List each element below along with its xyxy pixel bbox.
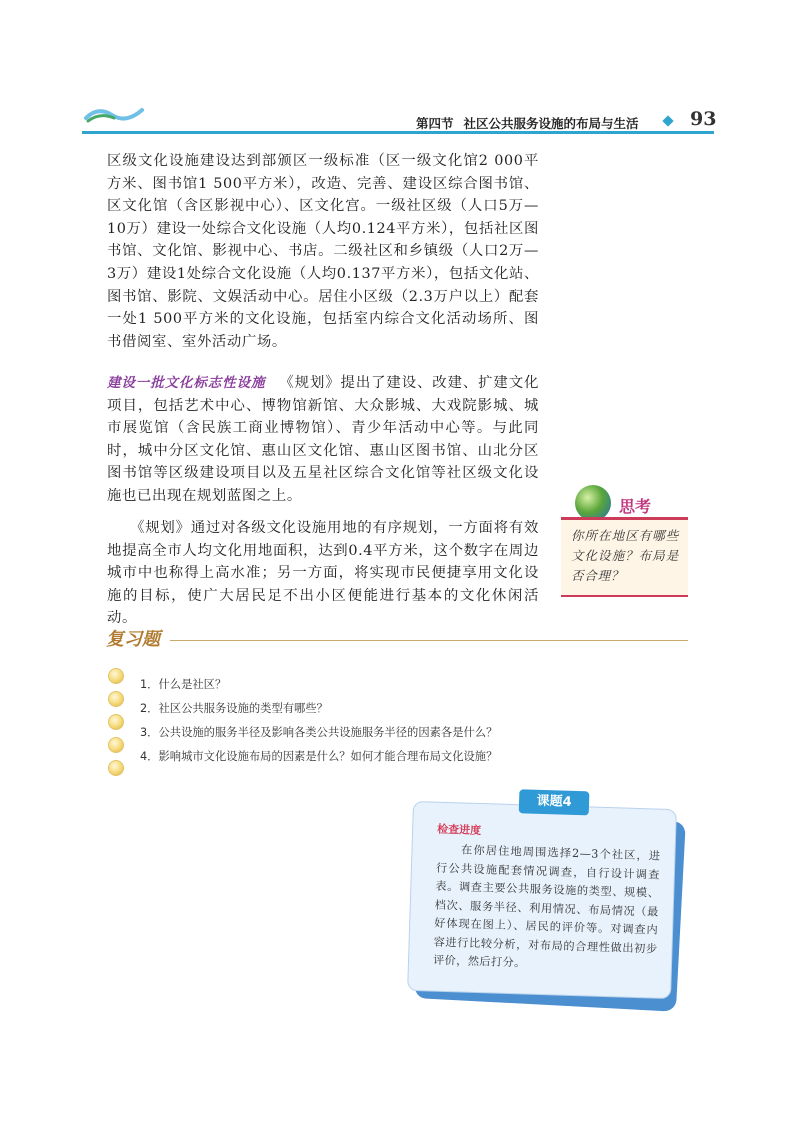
review-question: 1．什么是社区？ (140, 678, 227, 691)
review-question: 2．社区公共服务设施的类型有哪些？ (140, 702, 328, 715)
page-number: 93 (690, 108, 717, 130)
section-title: 社区公共服务设施的布局与生活 (463, 116, 639, 131)
section-label: 第四节 (416, 116, 454, 131)
review-question: 3．公共设施的服务半径及影响各类公共设施服务半径的因素各是什么？ (140, 726, 498, 739)
review-question: 4．影响城市文化设施布局的因素是什么？如何才能合理布局文化设施？ (140, 750, 498, 763)
think-title: 思考 (619, 497, 652, 516)
diamond-icon (662, 115, 673, 126)
project-card-text: 在你居住地周围选择2—3个社区，进行公共设施配套情况调查，自行设计调查表。调查主要公共服务设施的类型、规模、档次、服务半径、利用情况、布局情况（最好体现在图上）、居民的评价等。对调查内容进行比较分析，对布局的合理性做出初步评价，然后打分。 (432, 843, 661, 970)
header-wave-logo (84, 106, 144, 124)
paragraph-landmark-text: 《规划》提出了建设、改建、扩建文化项目，包括艺术中心、博物馆新馆、大众影城、大戏院影城、城市展览馆（含民族工商业博物馆）、青少年活动中心等。与此同时，城中分区文化馆、惠山区文化馆、惠山区图书馆、山北分区图书馆等区级建设项目以及五星社区综合文化馆等社区级文化设施也已出现在规划蓝图之上。 (107, 375, 540, 504)
paragraph-heading: 建设一批文化标志性设施 (107, 375, 266, 391)
think-box (555, 480, 688, 600)
paragraph-landmark-facilities (107, 372, 539, 508)
project-tab-label: 课题4 (519, 789, 590, 815)
project-card-heading: 检查进度 (436, 822, 482, 838)
think-body (561, 520, 688, 597)
bullet-icon (108, 691, 124, 707)
review-title: 复习题 (106, 629, 160, 650)
paragraph-district-facilities: 区级文化设施建设达到部颁区一级标准（区一级文化馆2 000平方米、图书馆1 500平方米），改造、完善、建设区综合图书馆、区文化馆（含区影视中心）、区文化宫。一级社区级（人口5万—10万）建设一处综合文化设施（人均0.124平方米），包括社区图书馆、文化馆、影视中心、书店。二级社区和乡镇级（人口2万—3万）建设1处综合文化设施（人均0.137平方米），包括文化站、图书馆、影院、文娱活动中心。居住小区级（2.3万户以上）配套一处1 500平方米的文化设施，包括室内综合文化活动场所、图书借阅室、室外活动广场。 (107, 153, 539, 350)
running-header (416, 114, 639, 132)
header-rule (82, 131, 714, 134)
globe-icon (575, 485, 611, 521)
review-title-rule (170, 640, 688, 641)
paragraph-planning-effect (107, 517, 539, 630)
bullet-icon (108, 760, 124, 776)
bullet-icon (108, 714, 124, 730)
bullet-icon (108, 668, 124, 684)
paragraph-planning-text: 《规划》通过对各级文化设施用地的有序规划，一方面将有效地提高全市人均文化用地面积，达到0.4平方米，这个数字在周边城市中也称得上高水准；另一方面，将实现市民便捷享用文化设施的目标，使广大居民足不出小区便能进行基本的文化休闲活动。 (107, 520, 539, 627)
project-card (407, 793, 677, 999)
think-text: 你所在地区有哪些文化设施？布局是否合理？ (571, 528, 679, 583)
bullet-icon (108, 737, 124, 753)
